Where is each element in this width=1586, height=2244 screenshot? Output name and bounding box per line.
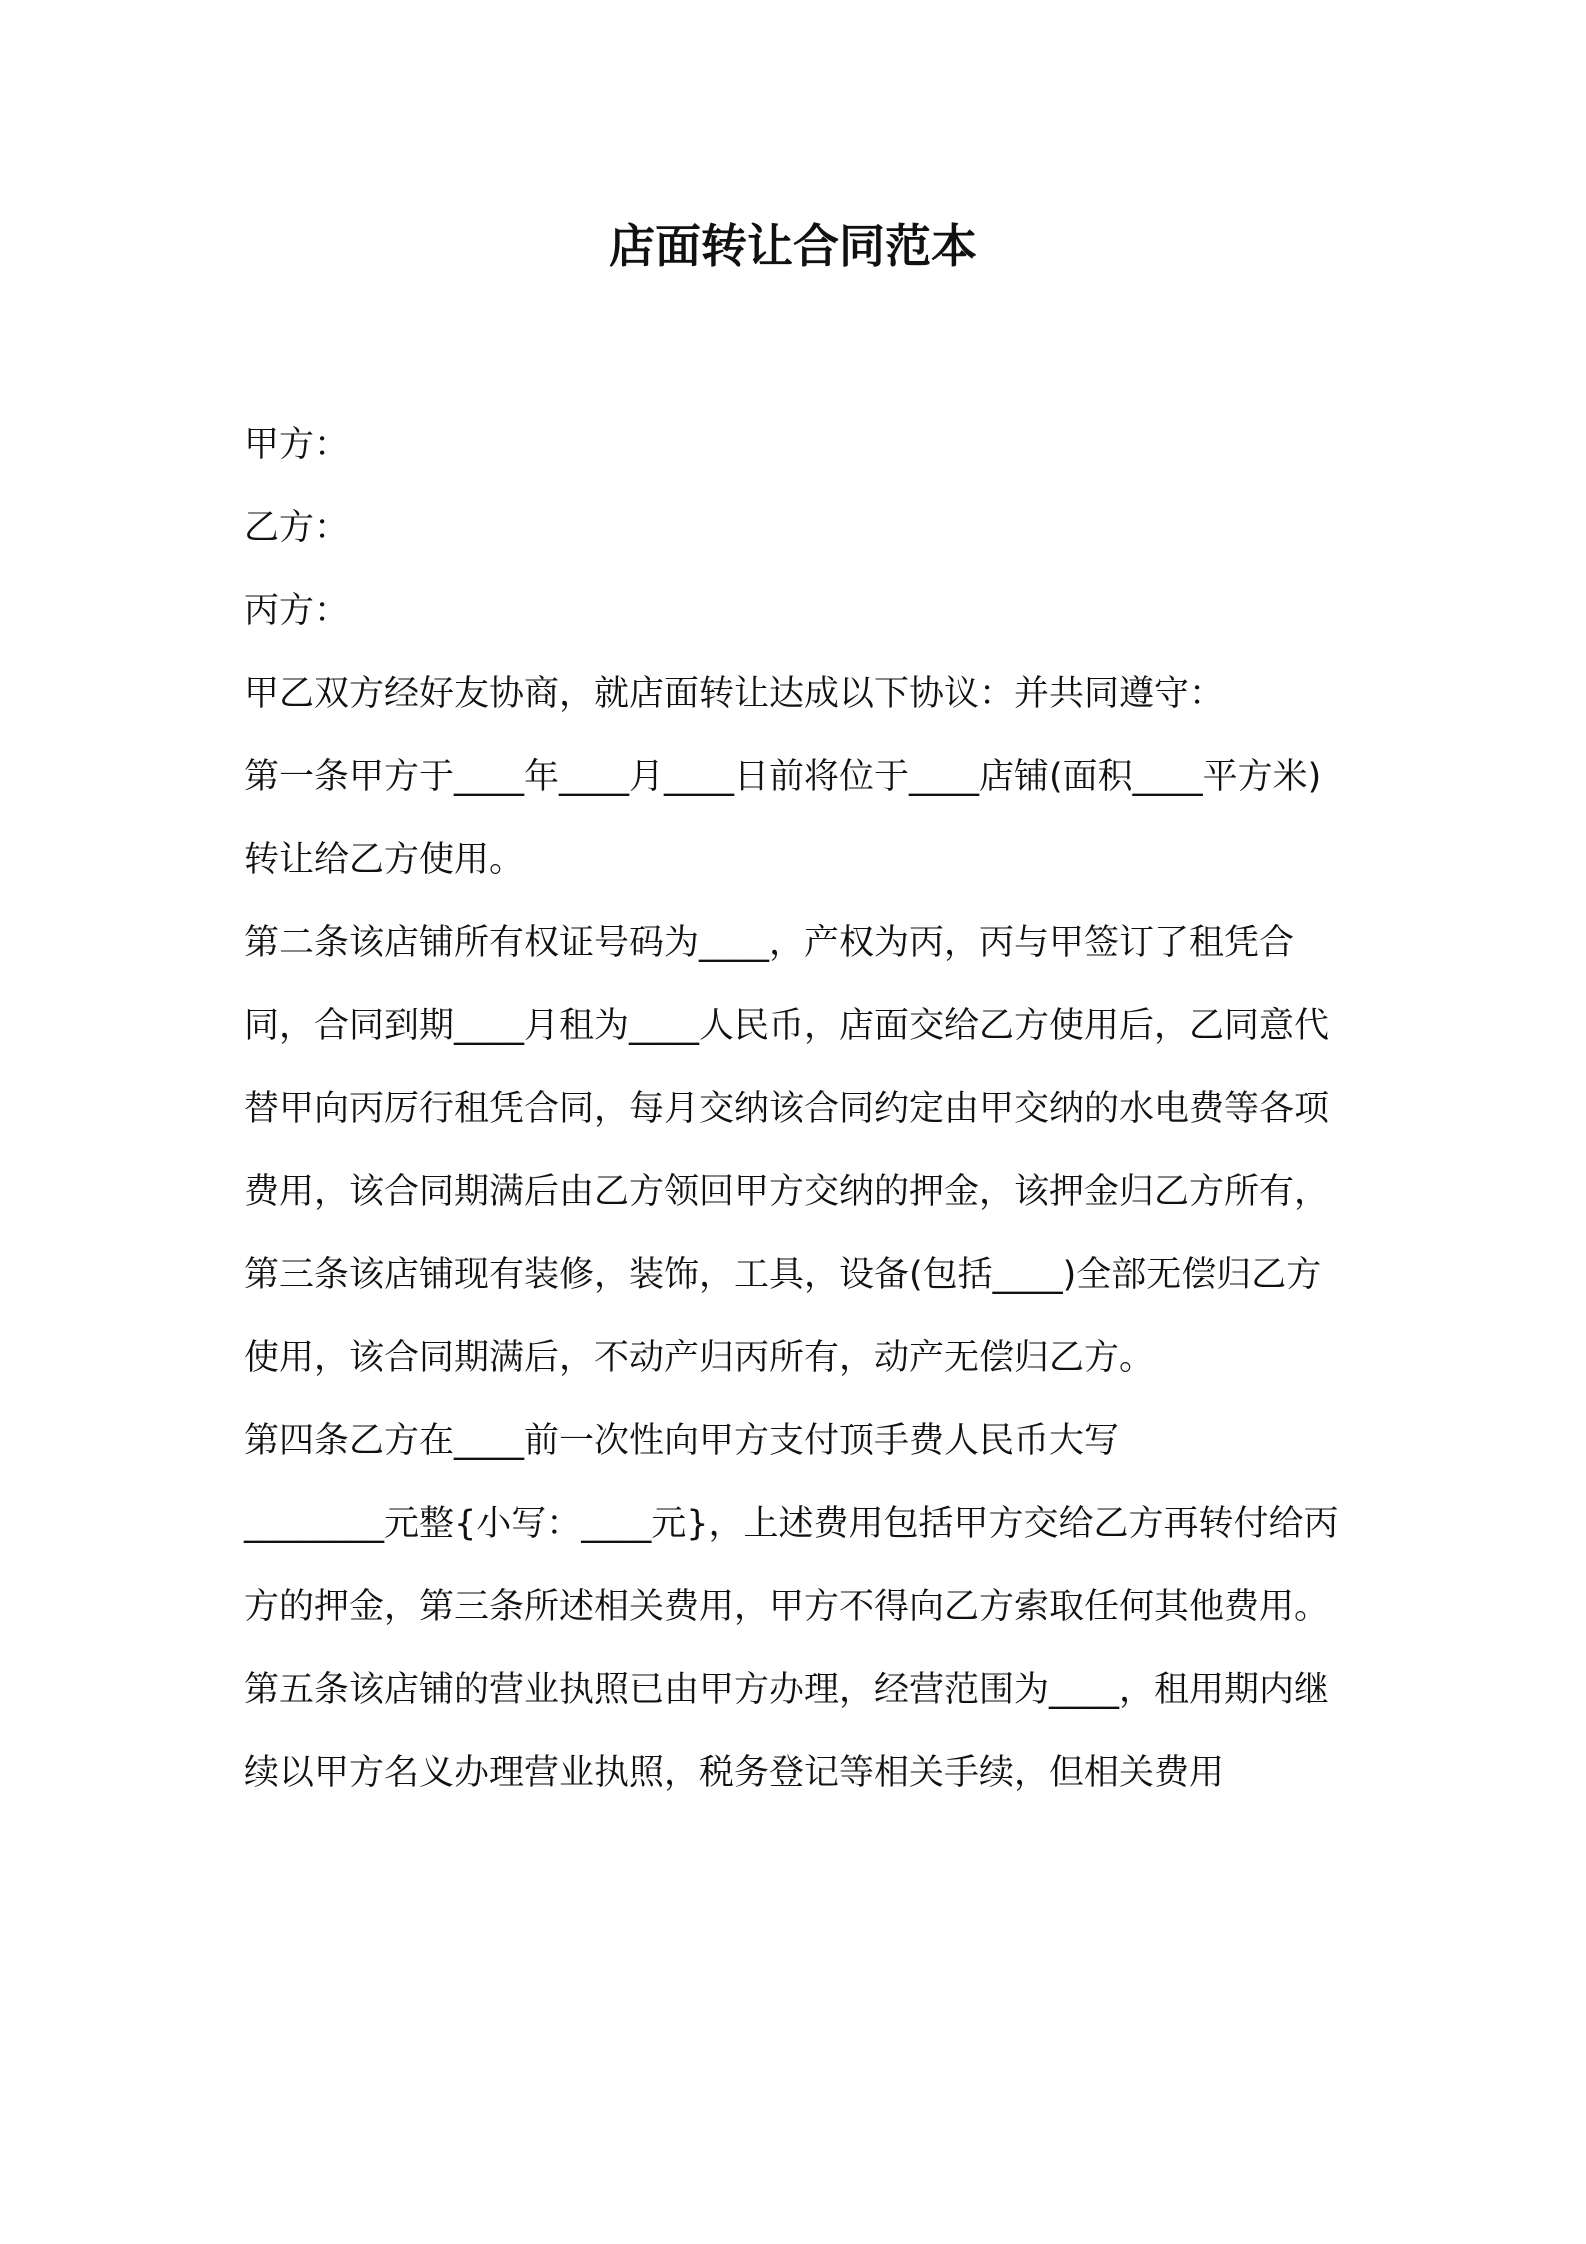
party-a-line: 甲方： [244,425,350,465]
document-title: 店面转让合同范本 [609,219,977,273]
article-3: 第三条该店铺现有装修，装饰，工具，设备(包括____)全部无偿归乙方使用，该合同期满后，不动产归丙所有，动产无偿归乙方。 [244,1255,1322,1378]
contract-body [244,404,1356,1815]
party-c-line: 丙方： [244,591,350,631]
intro-paragraph: 甲乙双方经好友协商，就店面转让达成以下协议：并共同遵守： [244,674,1225,714]
article-5: 第五条该店铺的营业执照已由甲方办理，经营范围为____，租用期内继续以甲方名义办理营业执照，税务登记等相关手续，但相关费用 [244,1670,1330,1793]
party-b-line: 乙方： [244,508,350,548]
article-4: 第四条乙方在____前一次性向甲方支付顶手费人民币大写 ________元整{小写：____元}，上述费用包括甲方交给乙方再转付给丙方的押金，第三条所述相关费用，甲方不得向乙方索取任何其他费用。 [244,1421,1339,1627]
article-1: 第一条甲方于____年____月____日前将位于____店铺(面积____平方米)转让给乙方使用。 [244,757,1322,880]
article-2: 第二条该店铺所有权证号码为____，产权为丙，丙与甲签订了租凭合同，合同到期____月租为____人民币，店面交给乙方使用后，乙同意代替甲向丙厉行租凭合同，每月交纳该合同约定由甲交纳的水电费等各项费用，该合同期满后由乙方领回甲方交纳的押金，该押金归乙方所有， [244,923,1330,1212]
